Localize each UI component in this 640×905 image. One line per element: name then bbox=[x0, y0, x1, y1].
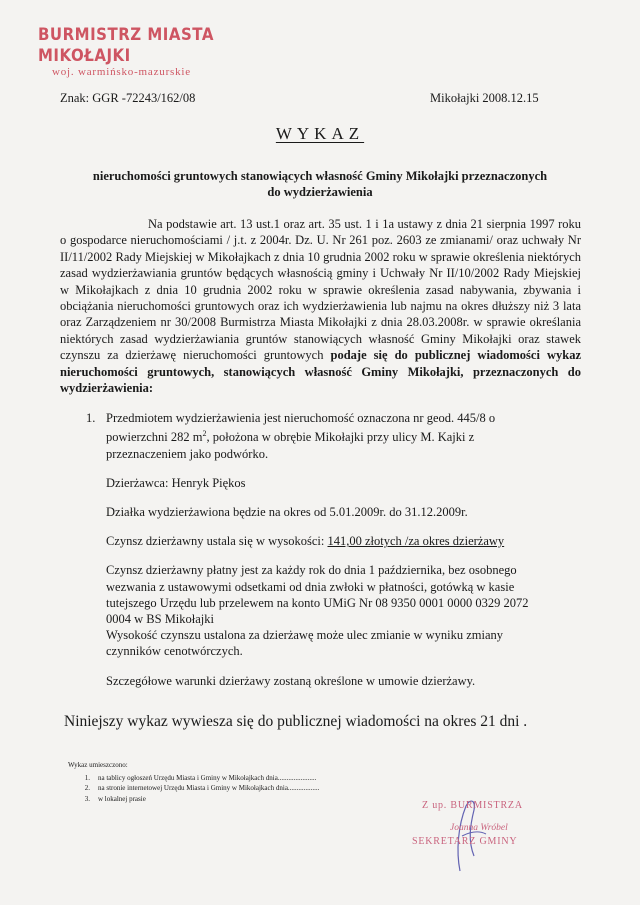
document-title: WYKAZ bbox=[275, 124, 365, 143]
intro-text: Na podstawie art. 13 ust.1 oraz art. 35 ust. 1 i 1a ustawy z dnia 21 sierpnia 1997 roku o gospodarce nieruchomościami / j.t. z 2004r. Dz. U. Nr 261 poz. 2603 ze zmianami/ oraz uchwały Nr II/11/2002 Rady Miejskiej w Mikołajkach z dnia 10 grudnia 2002 roku w sprawie określenia niektórych zasad wydzierżawiania gruntów będących własnością gminy i Uchwały Nr II/10/2002 Rady Miejskiej w Mikołajkach z dnia 10 grudnia 2002 roku w sprawie określenia zasad nabywania, zbywania i obciążania nieruchomości gruntowych oraz ich wydzierżawienia lub najmu na okres dłuższy niż 3 lata oraz Zarządzeniem nr 30/2008 Burmistrza Miasta Mikołajki z dnia 28.03.2008r. w sprawie określania niektórych zasad wydzierżawiania gruntów stanowiących własność Gminy Mikołajki oraz stawek czynszu za dzierżawę nieruchomości gruntowych bbox=[60, 217, 581, 363]
posting-note-number: 3. bbox=[84, 794, 90, 803]
posting-note-text: na stronie internetowej Urzędu Miasta i Gminy w Mikołajkach dnia.................. bbox=[98, 784, 320, 792]
signature-stamp-line-3: SEKRETARZ GMINY bbox=[412, 836, 518, 847]
office-stamp-title: BURMISTRZ MIASTA MIKOŁAJKI bbox=[38, 24, 214, 66]
office-stamp bbox=[38, 24, 238, 78]
list-item bbox=[106, 410, 546, 689]
intro-paragraph bbox=[60, 216, 581, 396]
posting-note-row bbox=[68, 773, 319, 784]
signature-stamp bbox=[410, 796, 580, 876]
subtitle-line-2: do wydzierżawienia bbox=[267, 185, 373, 199]
rent-label: Czynsz dzierżawny ustala się w wysokości: bbox=[106, 534, 328, 549]
list-item-number: 1. bbox=[86, 411, 96, 425]
property-description bbox=[106, 410, 546, 462]
posting-notes bbox=[68, 760, 319, 804]
area-unit-superscript: 2 bbox=[202, 429, 207, 439]
document-subtitle bbox=[60, 168, 580, 200]
payment-terms: Czynsz dzierżawny płatny jest za każdy rok do dnia 1 października, bez osobnego wezwania z ustawowymi odsetkami od dnia zwłoki w płatności, gotówką w kasie tutejszego Urzędu lub przelewem na konto UMiG Nr 08 9350 0001 0000 0329 2072 0004 w BS Mikołajki bbox=[106, 563, 529, 626]
signature-stamp-name: Joanna Wróbel bbox=[450, 823, 508, 833]
lease-period: Działka wydzierżawiona będzie na okres od 5.01.2009r. do 31.12.2009r. bbox=[106, 504, 468, 519]
lease-details-note: Szczegółowe warunki dzierżawy zostaną określone w umowie dzierżawy. bbox=[106, 673, 476, 688]
posting-note-number: 1. bbox=[84, 773, 90, 782]
posting-note-row bbox=[68, 783, 319, 794]
posting-notes-label: Wykaz umieszczono: bbox=[68, 761, 128, 769]
rent-amount bbox=[106, 533, 546, 549]
rent-value: 141,00 złotych /za okres dzierżawy bbox=[327, 534, 505, 549]
description-part-b: , położona w obrębie Mikołajki przy ulicy M. Kajki z przeznaczeniem jako podwórko. bbox=[106, 430, 475, 461]
posting-period-statement: Niniejszy wykaz wywiesza się do publicznej wiadomości na okres 21 dni . bbox=[64, 713, 528, 730]
posting-note-text: na tablicy ogłoszeń Urzędu Miasta i Gminy w Mikołajkach dnia...................... bbox=[98, 773, 317, 782]
tenant: Dzierżawca: Henryk Piękos bbox=[106, 475, 246, 490]
place-date: Mikołajki 2008.12.15 bbox=[430, 91, 539, 105]
description-part-a: Przedmiotem wydzierżawienia jest nieruchomość oznaczona nr geod. 445/8 o powierzchni 282 m bbox=[106, 411, 496, 445]
intro-bold-text: podaje się do publicznej wiadomości wykaz nieruchomości gruntowych, stanowiących własność Gminy Mikołajki, przeznaczonych do wydzierżawienia: bbox=[60, 348, 582, 396]
rent-change-note: Wysokość czynszu ustalona za dzierżawę może ulec zmianie w wyniku zmiany czynników cenotwórczych. bbox=[106, 628, 504, 659]
office-stamp-region: woj. warmińsko-mazurskie bbox=[52, 66, 191, 78]
posting-note-text: w lokalnej prasie bbox=[98, 794, 146, 803]
reference-number: Znak: GGR -72243/162/08 bbox=[60, 91, 196, 105]
subtitle-line-1: nieruchomości gruntowych stanowiących własność Gminy Mikołajki przeznaczonych bbox=[92, 169, 548, 183]
signature-stamp-line-1: Z up. BURMISTRZA bbox=[422, 800, 523, 811]
posting-note-row bbox=[68, 794, 319, 805]
posting-note-number: 2. bbox=[84, 784, 90, 792]
